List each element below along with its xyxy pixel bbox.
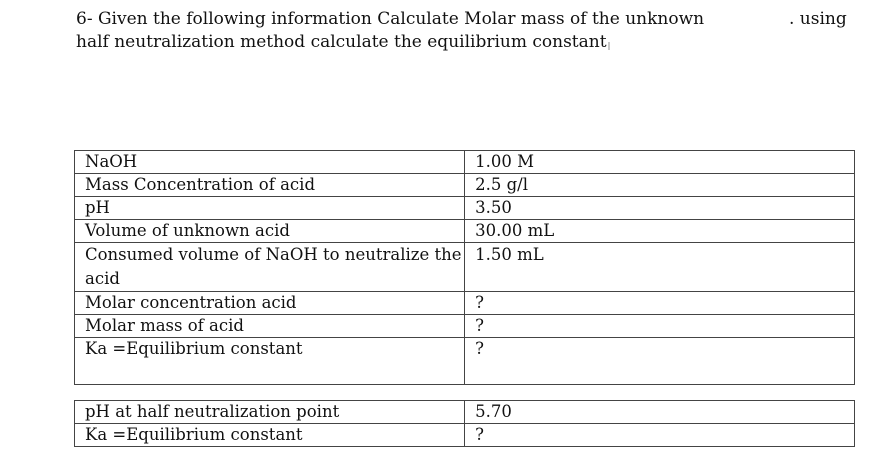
data-table [74,150,855,385]
table-row [75,338,855,385]
stray-mark [608,42,610,50]
row-label: Molar concentration acid [75,292,465,315]
row-value: 5.70 [465,401,855,424]
question-suffix: . using [789,9,847,29]
table-row [75,151,855,174]
table-row [75,401,855,424]
row-value: 1.00 M [465,151,855,174]
question-line-2: half neutralization method calculate the equilibrium constant [76,32,607,52]
row-label: Molar mass of acid [75,315,465,338]
row-value: ? [465,292,855,315]
row-label: Ka =Equilibrium constant [75,338,465,385]
row-label: Ka =Equilibrium constant [75,424,465,447]
row-value: 2.5 g/l [465,174,855,197]
row-value: 3.50 [465,197,855,220]
row-value: 30.00 mL [465,220,855,243]
row-label: Volume of unknown acid [75,220,465,243]
row-value: ? [465,315,855,338]
table-row [75,243,855,292]
row-label: pH at half neutralization point [75,401,465,424]
row-label: pH [75,197,465,220]
row-label: Mass Concentration of acid [75,174,465,197]
table-row [75,220,855,243]
row-value: 1.50 mL [465,243,855,292]
table-row [75,292,855,315]
table-row [75,197,855,220]
table-row [75,315,855,338]
table-row [75,174,855,197]
row-value: ? [465,338,855,385]
row-label: Consumed volume of NaOH to neutralize the acid [75,243,465,292]
half-neutralization-table [74,400,855,447]
row-value: ? [465,424,855,447]
table-row [75,424,855,447]
row-label: NaOH [75,151,465,174]
question-line-1: 6- Given the following information Calculate Molar mass of the unknown [76,9,705,29]
